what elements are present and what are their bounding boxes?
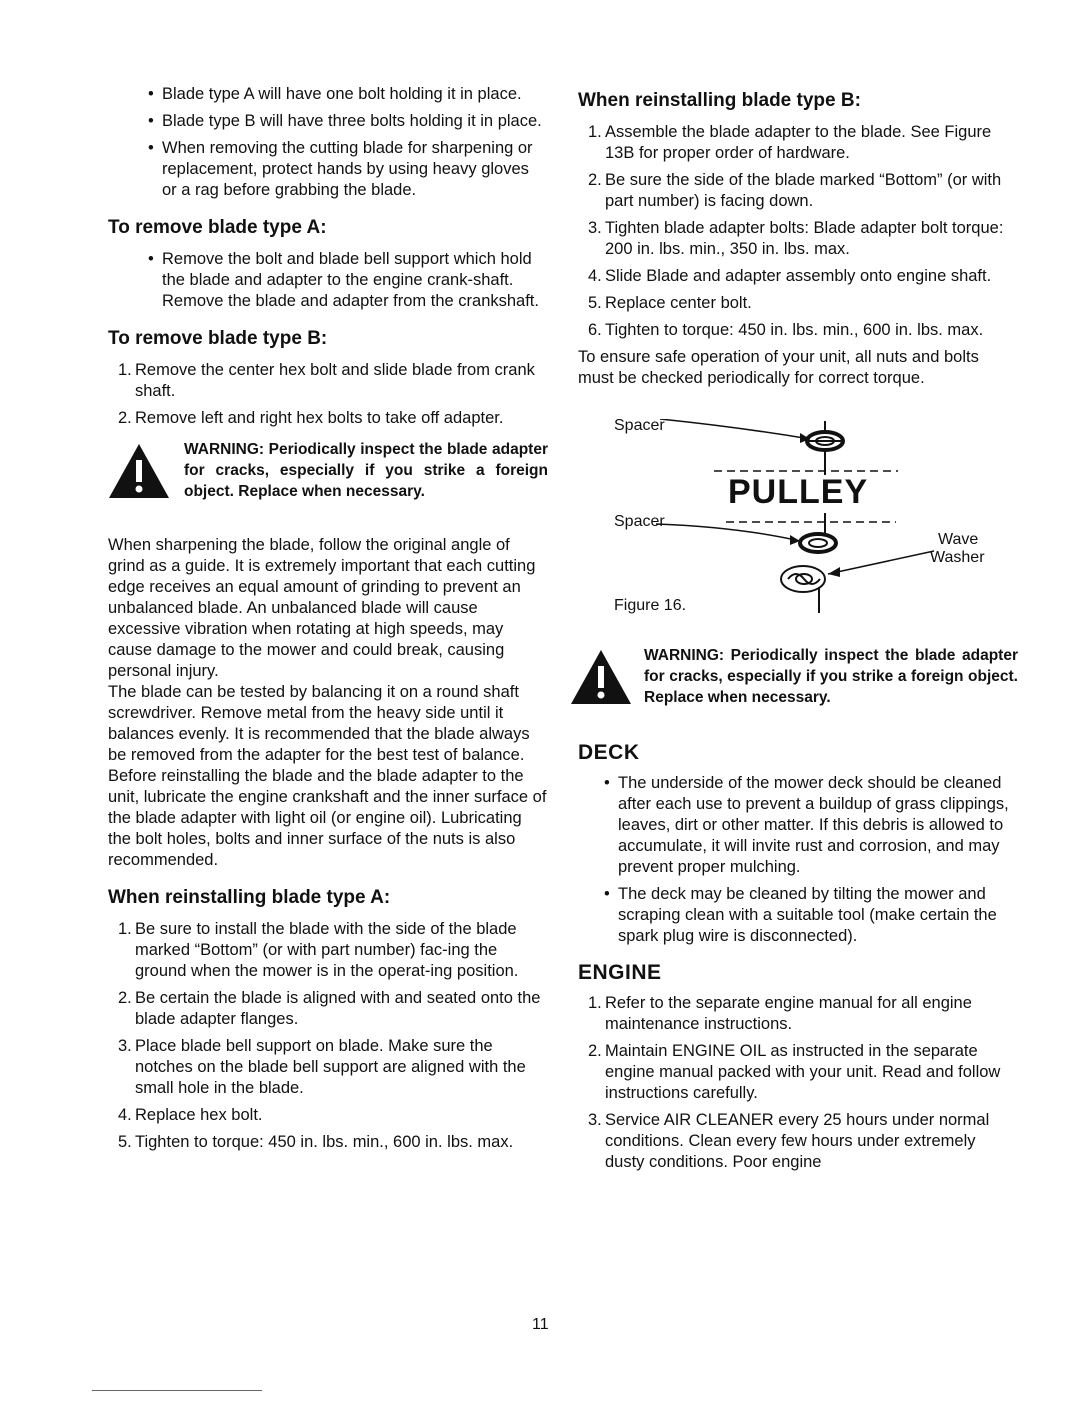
spacer-bottom-label: Spacer [614, 513, 665, 530]
page-number: 11 [532, 1316, 549, 1333]
list-item [578, 122, 1018, 164]
reinstall-blade-a-steps [108, 919, 548, 1153]
step-text: Slide Blade and adapter assembly onto engine shaft. [605, 267, 992, 285]
top-spacer-part [806, 421, 844, 475]
step-text: Replace center bolt. [605, 294, 752, 312]
step-number: 6. [588, 321, 602, 339]
step-text: Service AIR CLEANER every 25 hours under normal conditions. Clean every few hours under extremely dusty conditions. Poor engine [605, 1111, 990, 1171]
figure-16 [578, 419, 1018, 617]
step-number: 5. [118, 1133, 132, 1151]
list-item [578, 1041, 1018, 1104]
remove-blade-b-steps [108, 360, 548, 429]
list-item [578, 320, 1018, 341]
warning-text: WARNING: Periodically inspect the blade adapter for cracks, especially if you strike a foreign object. Replace when necessary. [644, 647, 1018, 706]
list-item: • The deck may be cleaned by tilting the mower and scraping clean with a suitable tool (make certain the spark plug wire is disconnected). [600, 884, 1018, 947]
step-number: 5. [588, 294, 602, 312]
list-item: • The underside of the mower deck should be cleaned after each use to prevent a buildup of grass clippings, leaves, dirt or other matter. If this debris is allowed to accumulate, it will invite rust and corrosion, and may prevent proper mulching. [600, 773, 1018, 878]
pulley-label: PULLEY [728, 473, 869, 511]
top-spacer-leader [660, 419, 810, 439]
list-item [108, 1105, 548, 1126]
list-item [108, 408, 548, 429]
reinstall-blade-b-steps [578, 122, 1018, 341]
list-item [578, 1110, 1018, 1173]
list-item: • When removing the cutting blade for sharpening or replacement, protect hands by using heavy gloves or a rag before grabbing the blade. [144, 138, 548, 201]
warning-box [570, 645, 1018, 725]
sharpening-paragraph: When sharpening the blade, follow the original angle of grind as a guide. It is extremely important that each cutting edge receives an equal amount of grinding to prevent an unbalanced blade. An unbalanced blade will cause excessive vibration when rotating at high speeds, may cause damage to the mower and could break, causing personal injury. [108, 536, 536, 680]
washer-leader [828, 551, 934, 574]
reinstall-blade-a-heading: When reinstalling blade type A: [108, 887, 391, 908]
list-item [578, 218, 1018, 260]
list-item [108, 919, 548, 982]
step-number: 2. [118, 409, 132, 427]
list-item [578, 170, 1018, 212]
step-number: 3. [588, 219, 602, 237]
intro-bullet-list [144, 84, 548, 201]
wave-label: Wave [938, 531, 979, 548]
step-number: 4. [118, 1106, 132, 1124]
warning-text: WARNING: Periodically inspect the blade adapter for cracks, especially if you strike a foreign object. Replace when necessary. [184, 441, 548, 500]
step-text: Be sure to install the blade with the side of the blade marked “Bottom” (or with part number) fac-ing the ground when the mower is in the operat-ing position. [135, 920, 519, 980]
step-text: Be sure the side of the blade marked “Bottom” (or with part number) is facing down. [605, 171, 1002, 210]
step-number: 2. [588, 171, 602, 189]
right-column [578, 84, 1018, 1179]
step-number: 2. [588, 1042, 602, 1060]
warning-triangle-icon [570, 649, 632, 705]
spacer-top-label: Spacer [614, 417, 665, 434]
engine-heading: ENGINE [578, 961, 662, 984]
bottom-spacer-leader [656, 524, 800, 541]
step-text: Maintain ENGINE OIL as instructed in the separate engine manual packed with your unit. Read and follow instructions carefully. [605, 1042, 1001, 1102]
engine-steps [578, 993, 1018, 1173]
list-item: • Blade type A will have one bolt holding it in place. [144, 84, 548, 105]
list-item [578, 293, 1018, 314]
step-number: 1. [118, 361, 132, 379]
step-number: 3. [588, 1111, 602, 1129]
step-text: Refer to the separate engine manual for all engine maintenance instructions. [605, 994, 972, 1033]
step-number: 3. [118, 1037, 132, 1055]
warning-triangle-icon [108, 443, 170, 499]
list-item: • Remove the bolt and blade bell support which hold the blade and adapter to the engine crank-shaft. Remove the blade and adapter from the crankshaft. [144, 249, 548, 312]
list-item [108, 360, 548, 402]
step-text: Remove left and right hex bolts to take off adapter. [135, 409, 504, 427]
list-item [108, 988, 548, 1030]
list-item: • Blade type B will have three bolts holding it in place. [144, 111, 548, 132]
washer-label: Washer [930, 549, 985, 566]
list-item [578, 266, 1018, 287]
warning-box [108, 439, 548, 519]
list-item [108, 1132, 548, 1153]
remove-blade-a-list [144, 249, 548, 312]
lubricate-paragraph: Before reinstalling the blade and the blade adapter to the unit, lubricate the engine crankshaft and the inner surface of the blade adapter with light oil (or engine oil). Lubricating the bolt holes, bolts and inner surface of the nuts is also recommended. [108, 767, 547, 869]
reinstall-blade-b-heading: When reinstalling blade type B: [578, 90, 861, 111]
footer-rule [92, 1390, 262, 1391]
figure-caption: Figure 16. [614, 597, 687, 614]
step-text: Tighten to torque: 450 in. lbs. min., 600 in. lbs. max. [135, 1133, 514, 1151]
step-text: Place blade bell support on blade. Make sure the notches on the blade bell support are aligned with the small hole in the blade. [135, 1037, 526, 1097]
step-number: 1. [118, 920, 132, 938]
deck-heading: DECK [578, 741, 640, 764]
step-text: Be certain the blade is aligned with and seated onto the blade adapter flanges. [135, 989, 541, 1028]
step-text: Remove the center hex bolt and slide blade from crank shaft. [135, 361, 535, 400]
step-number: 4. [588, 267, 602, 285]
step-text: Replace hex bolt. [135, 1106, 263, 1124]
wave-washer-part [781, 566, 825, 613]
remove-blade-b-heading: To remove blade type B: [108, 328, 328, 349]
torque-note: To ensure safe operation of your unit, all nuts and bolts must be checked periodically for correct torque. [578, 348, 979, 387]
deck-bullet-list [600, 773, 1018, 947]
remove-blade-a-heading: To remove blade type A: [108, 217, 327, 238]
step-number: 2. [118, 989, 132, 1007]
list-item [108, 1036, 548, 1099]
bottom-spacer-part [800, 513, 836, 552]
step-text: Tighten to torque: 450 in. lbs. min., 600 in. lbs. max. [605, 321, 984, 339]
step-number: 1. [588, 123, 602, 141]
step-number: 1. [588, 994, 602, 1012]
balance-paragraph: The blade can be tested by balancing it on a round shaft screwdriver. Remove metal from the heavy side until it balances evenly. It is recommended that the blade always be removed from the adapter for the best test of balance. [108, 683, 530, 764]
left-column [108, 84, 548, 1159]
list-item [578, 993, 1018, 1035]
step-text: Assemble the blade adapter to the blade. See Figure 13B for proper order of hardware. [605, 123, 992, 162]
step-text: Tighten blade adapter bolts: Blade adapter bolt torque: 200 in. lbs. min., 350 in. lbs. max. [605, 219, 1004, 258]
